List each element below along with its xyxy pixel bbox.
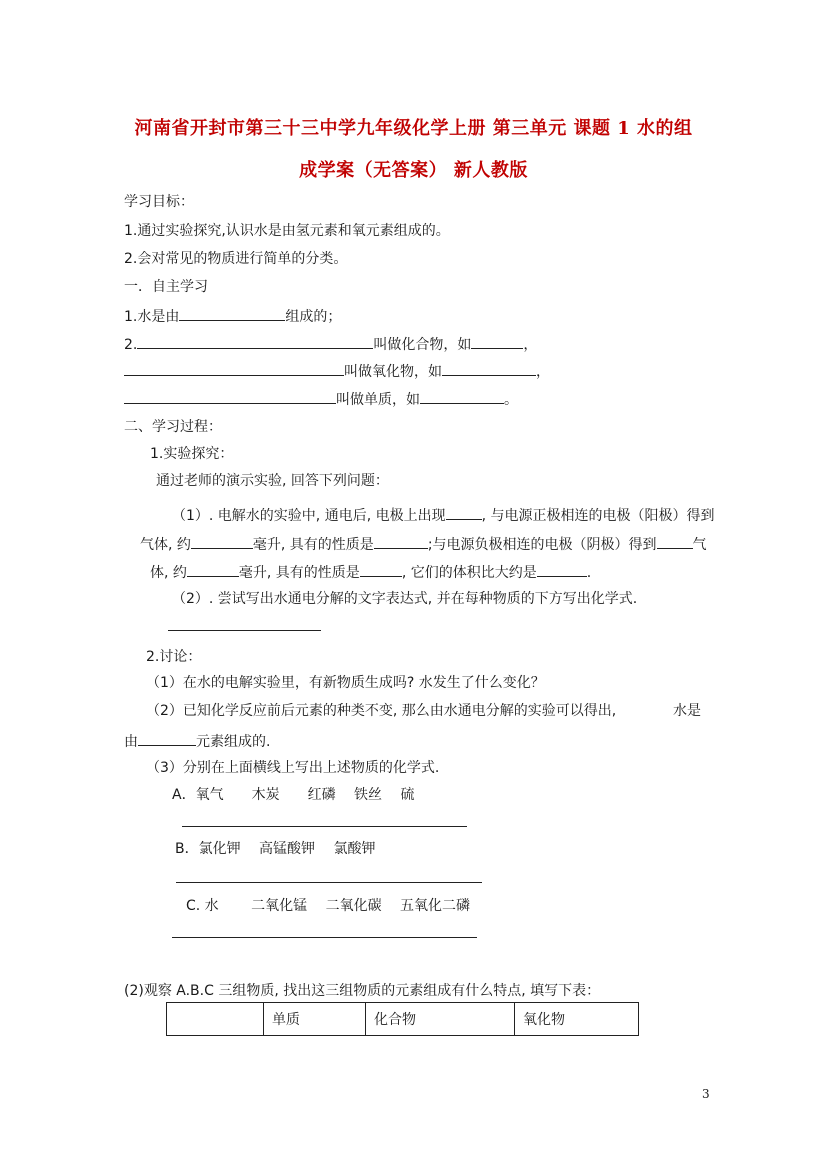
answer-line[interactable] [168, 630, 321, 631]
table-header-elemental-substance: 单质 [264, 1003, 366, 1036]
answer-blank[interactable] [360, 562, 402, 577]
answer-blank[interactable] [374, 534, 428, 549]
question-2-prefix: 2. [124, 337, 138, 353]
table-row [167, 1003, 639, 1036]
answer-blank[interactable] [179, 306, 285, 321]
experiment-text: 气体, 约 [140, 537, 191, 553]
experiment-subheading: 1.实验探究： [150, 446, 234, 462]
discussion-text: 由 [124, 734, 138, 750]
experiment-text: . [586, 565, 592, 581]
answer-blank[interactable] [657, 534, 693, 549]
answer-blank[interactable] [138, 731, 196, 746]
answer-blank[interactable] [187, 562, 239, 577]
question-4-text: 叫做单质，如 [336, 392, 420, 408]
experiment-text: 体, 约 [150, 565, 187, 581]
experiment-intro: 通过老师的演示实验, 回答下列问题： [156, 473, 389, 489]
answer-blank[interactable] [191, 534, 253, 549]
answer-line[interactable] [182, 826, 467, 827]
experiment-text: 毫升, 具有的性质是 [238, 565, 360, 581]
question-3-text: 叫做氧化物，如 [344, 364, 442, 380]
discussion-text: 元素组成的. [196, 734, 271, 750]
discussion-question-2-cont [124, 731, 270, 751]
table-cell-blank[interactable] [167, 1003, 264, 1036]
experiment-line-4: （2）. 尝试写出水通电分解的文字表达式, 并在每种物质的下方写出化学式. [172, 591, 638, 607]
question-1-suffix: 组成的； [285, 309, 342, 325]
answer-line[interactable] [172, 937, 477, 938]
question-2 [124, 334, 537, 354]
discussion-subheading: 2.讨论： [146, 649, 202, 665]
discussion-question-1: （1）在水的电解实验里，有新物质生成吗? 水发生了什么变化？ [146, 675, 545, 691]
table-header-compound: 化合物 [366, 1003, 515, 1036]
answer-blank[interactable] [124, 361, 344, 376]
answer-line[interactable] [176, 882, 482, 883]
group-a: A．氧气 木炭 红磷 铁丝 硫 [172, 787, 415, 803]
question-4-end: 。 [504, 392, 518, 408]
table-header-oxide: 氧化物 [515, 1003, 639, 1036]
observe-instruction: (2)观察 A.B.C 三组物质, 找出这三组物质的元素组成有什么特点, 填写下表： [124, 983, 601, 999]
process-heading: 二、学习过程： [124, 419, 222, 435]
question-4 [124, 389, 518, 409]
question-2-text: 叫做化合物，如 [373, 337, 472, 353]
experiment-line-3 [150, 562, 591, 582]
answer-blank[interactable] [124, 389, 336, 404]
answer-blank[interactable] [446, 505, 482, 520]
question-1 [124, 306, 341, 326]
group-b: B．氯化钾 高锰酸钾 氯酸钾 [175, 841, 376, 857]
experiment-text: ;与电源负极相连的电极（阴极）得到 [427, 537, 657, 553]
experiment-line-2 [140, 534, 707, 554]
classification-table [166, 1002, 639, 1036]
answer-blank[interactable] [137, 334, 373, 349]
document-title-line-2: 成学案（无答案） 新人教版 [299, 160, 528, 181]
experiment-text: , 它们的体积比大约是 [401, 565, 537, 581]
discussion-question-2-end: 水是 [673, 703, 701, 719]
objectives-heading: 学习目标： [124, 194, 194, 210]
discussion-question-3: （3）分别在上面横线上写出上述物质的化学式. [146, 760, 440, 776]
experiment-text: 气 [692, 537, 707, 553]
group-c: C. 水 二氧化锰 二氧化碳 五氧化二磷 [186, 898, 471, 914]
experiment-text: 毫升, 具有的性质是 [252, 537, 374, 553]
objective-item-1: 1.通过实验探究,认识水是由氢元素和氧元素组成的。 [124, 223, 450, 239]
experiment-text: , 与电源正极相连的电极（阳极）得到 [481, 508, 715, 524]
document-title-line-1: 河南省开封市第三十三中学九年级化学上册 第三单元 课题 1 水的组 [134, 118, 693, 139]
answer-blank[interactable] [420, 389, 504, 404]
question-1-prefix: 1.水是由 [124, 309, 180, 325]
answer-blank[interactable] [471, 334, 523, 349]
discussion-question-2: （2）已知化学反应前后元素的种类不变, 那么由水通电分解的实验可以得出, [146, 703, 617, 719]
self-study-heading: 一．自主学习 [124, 279, 208, 295]
answer-blank[interactable] [442, 361, 536, 376]
page-number: 3 [702, 1087, 710, 1101]
experiment-text: （1）. 电解水的实验中, 通电后, 电极上出现 [172, 508, 446, 524]
experiment-line-1 [172, 505, 715, 525]
question-3 [124, 361, 550, 381]
question-3-end: ， [536, 364, 550, 380]
answer-blank[interactable] [537, 562, 587, 577]
objective-item-2: 2.会对常见的物质进行简单的分类。 [124, 251, 348, 267]
question-2-end: ， [523, 337, 538, 353]
